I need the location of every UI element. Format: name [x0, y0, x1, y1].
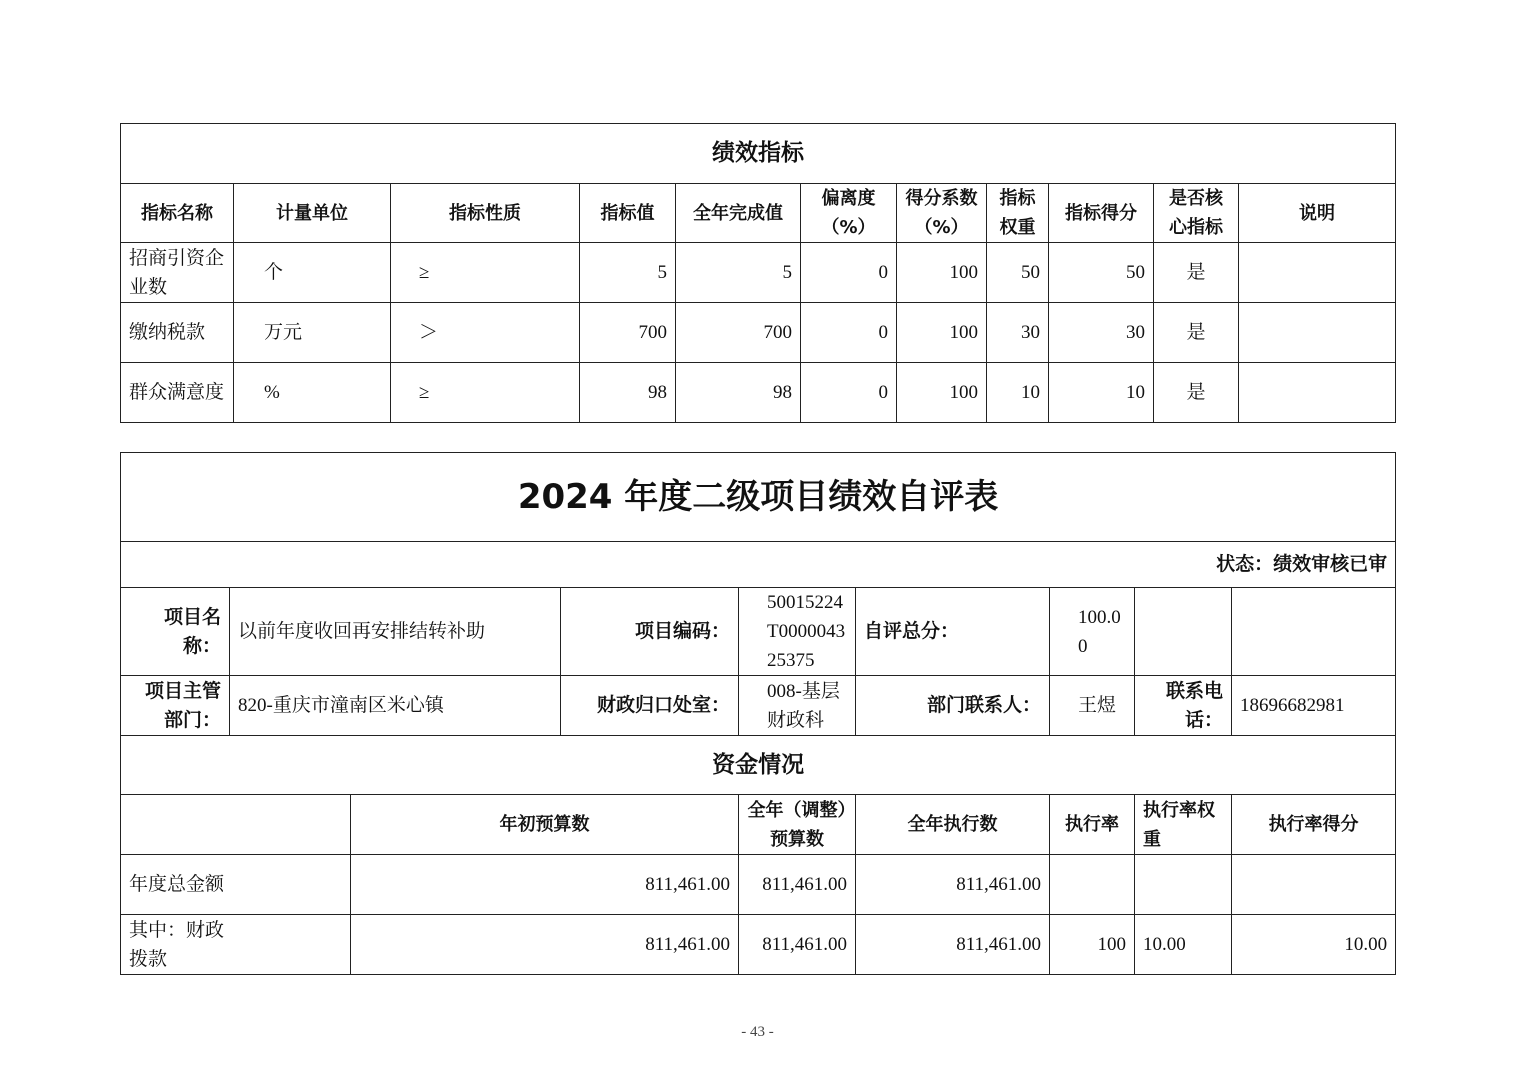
adjusted-budget-cell: 811,461.00 — [739, 915, 856, 975]
value-cell: 5 — [580, 243, 676, 303]
executed-cell: 811,461.00 — [856, 915, 1050, 975]
core-cell: 是 — [1154, 363, 1239, 423]
core-cell: 是 — [1154, 303, 1239, 363]
score-cell: 50 — [1049, 243, 1154, 303]
initial-budget-cell: 811,461.00 — [351, 855, 739, 915]
column-header: 得分系数（%） — [897, 184, 987, 243]
column-header: 指标名称 — [121, 184, 234, 243]
core-cell: 是 — [1154, 243, 1239, 303]
adjusted-budget-cell: 811,461.00 — [739, 855, 856, 915]
contact-label: 部门联系人： — [856, 676, 1050, 736]
column-header: 偏离度（%） — [801, 184, 897, 243]
executed-cell: 811,461.00 — [856, 855, 1050, 915]
weight-cell: 10 — [987, 363, 1049, 423]
page-number: - 43 - — [741, 1024, 774, 1040]
department-label: 项目主管部门： — [121, 676, 230, 736]
coefficient-cell: 100 — [897, 243, 987, 303]
performance-indicators-table — [120, 123, 1396, 423]
phone-value: 18696682981 — [1232, 676, 1396, 736]
indicator-name: 缴纳税款 — [121, 303, 234, 363]
table-header-row — [121, 184, 1396, 243]
score-cell: 30 — [1049, 303, 1154, 363]
status-label: 状态：绩效审核已审 — [121, 542, 1396, 588]
table-row — [121, 303, 1396, 363]
score-cell: 10 — [1049, 363, 1154, 423]
performance-indicators-title: 绩效指标 — [121, 124, 1396, 184]
note-cell — [1239, 243, 1396, 303]
table-row — [121, 363, 1396, 423]
department-info-row — [121, 676, 1396, 736]
self-evaluation-table — [120, 452, 1396, 975]
rate-weight-cell — [1135, 855, 1232, 915]
column-header: 计量单位 — [234, 184, 391, 243]
value-cell: 700 — [580, 303, 676, 363]
project-name-value: 以前年度收回再安排结转补助 — [230, 588, 561, 676]
project-name-label: 项目名称： — [121, 588, 230, 676]
column-header: 指标性质 — [391, 184, 580, 243]
weight-cell: 30 — [987, 303, 1049, 363]
nature-cell: ≥ — [391, 243, 580, 303]
project-code-label: 项目编码： — [561, 588, 739, 676]
completed-cell: 5 — [676, 243, 801, 303]
column-header: 执行率权重 — [1135, 795, 1232, 855]
note-cell — [1239, 303, 1396, 363]
rate-score-cell — [1232, 855, 1396, 915]
page-title: 2024 年度二级项目绩效自评表 — [121, 453, 1396, 542]
project-info-row — [121, 588, 1396, 676]
execution-rate-cell: 100 — [1050, 915, 1135, 975]
funds-row-label: 年度总金额 — [121, 855, 351, 915]
note-cell — [1239, 363, 1396, 423]
column-header: 说明 — [1239, 184, 1396, 243]
completed-cell: 98 — [676, 363, 801, 423]
coefficient-cell: 100 — [897, 303, 987, 363]
rate-score-cell: 10.00 — [1232, 915, 1396, 975]
table-row — [121, 243, 1396, 303]
contact-value: 王煜 — [1050, 676, 1135, 736]
completed-cell: 700 — [676, 303, 801, 363]
value-cell: 98 — [580, 363, 676, 423]
rate-weight-cell: 10.00 — [1135, 915, 1232, 975]
funds-row-label: 其中：财政拨款 — [121, 915, 351, 975]
column-header: 指标值 — [580, 184, 676, 243]
finance-office-label: 财政归口处室： — [561, 676, 739, 736]
total-score-value: 100.00 — [1050, 588, 1135, 676]
unit-cell: 个 — [234, 243, 391, 303]
nature-cell: ≥ — [391, 363, 580, 423]
deviation-cell: 0 — [801, 303, 897, 363]
empty-cell — [1135, 588, 1232, 676]
project-code-value: 50015224T000004325375 — [739, 588, 856, 676]
coefficient-cell: 100 — [897, 363, 987, 423]
table-row — [121, 915, 1396, 975]
nature-cell: ＞ — [391, 303, 580, 363]
funds-header-row — [121, 795, 1396, 855]
phone-label: 联系电话： — [1135, 676, 1232, 736]
column-header: 全年（调整）预算数 — [739, 795, 856, 855]
weight-cell: 50 — [987, 243, 1049, 303]
column-header: 全年执行数 — [856, 795, 1050, 855]
column-header: 执行率得分 — [1232, 795, 1396, 855]
score-label: 自评总分： — [856, 588, 1050, 676]
unit-cell: % — [234, 363, 391, 423]
empty-cell — [1232, 588, 1396, 676]
column-header: 执行率 — [1050, 795, 1135, 855]
column-header: 是否核心指标 — [1154, 184, 1239, 243]
deviation-cell: 0 — [801, 243, 897, 303]
table-row — [121, 855, 1396, 915]
unit-cell: 万元 — [234, 303, 391, 363]
initial-budget-cell: 811,461.00 — [351, 915, 739, 975]
indicator-name: 群众满意度 — [121, 363, 234, 423]
column-header: 年初预算数 — [351, 795, 739, 855]
funds-title: 资金情况 — [121, 736, 1396, 795]
deviation-cell: 0 — [801, 363, 897, 423]
indicator-name: 招商引资企业数 — [121, 243, 234, 303]
column-header — [121, 795, 351, 855]
execution-rate-cell — [1050, 855, 1135, 915]
column-header: 指标权重 — [987, 184, 1049, 243]
finance-office-value: 008-基层财政科 — [739, 676, 856, 736]
column-header: 全年完成值 — [676, 184, 801, 243]
column-header: 指标得分 — [1049, 184, 1154, 243]
department-value: 820-重庆市潼南区米心镇 — [230, 676, 561, 736]
